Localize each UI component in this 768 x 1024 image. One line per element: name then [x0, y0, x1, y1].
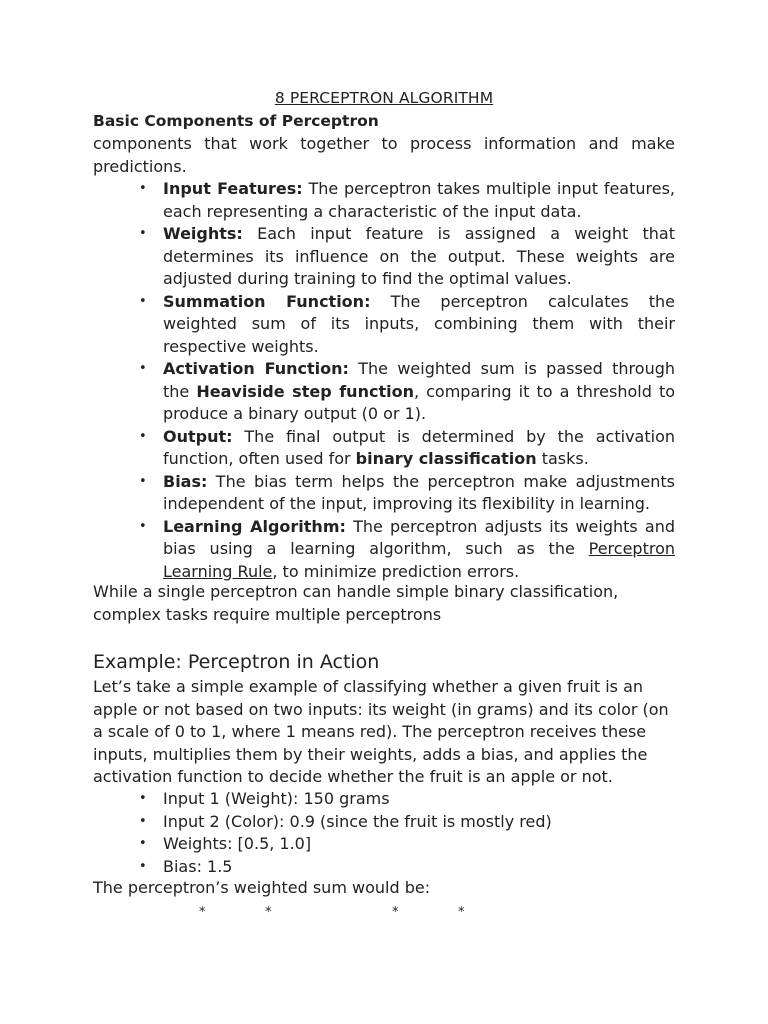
term-label: Activation Function: [163, 359, 349, 378]
perceptron-learning-rule-link[interactable]: Perceptron Learning Rule [163, 539, 675, 581]
list-item-summation-function [163, 291, 675, 359]
term-description: The perceptron adjusts its weights and bias using a learning algorithm, such as the [163, 516, 676, 558]
term-description-end: tasks. [536, 449, 589, 468]
multiply-symbol: * [458, 905, 465, 920]
term-description: The perceptron takes multiple input features, each representing a characteristic of the input data. [163, 179, 675, 221]
list-item-learning-algorithm [163, 516, 675, 584]
term-label: Weights: [163, 224, 243, 243]
term-description: The final output is determined by the activation function, often used for [163, 426, 675, 468]
example-inputs-list [163, 788, 663, 878]
inline-bold-term: binary classification [355, 449, 537, 468]
list-item-activation-function [163, 358, 675, 426]
term-description: The weighted sum is passed through the [163, 359, 676, 401]
weighted-sum-intro: The perceptron’s weighted sum would be: [93, 878, 431, 897]
term-description: Each input feature is assigned a weight that determines its influence on the output. These weights are adjusted during training to find the optimal values. [163, 224, 675, 288]
term-label: Learning Algorithm: [163, 516, 346, 536]
term-label: Output: [163, 426, 233, 446]
list-item-input-2: • Input 2 (Color): 0.9 (since the fruit is mostly red) [163, 811, 663, 834]
list-item-weights [163, 223, 675, 291]
multiply-symbol: * [265, 905, 272, 920]
term-description: The bias term helps the perceptron make adjustments independent of the input, improving its flexibility in learning. [163, 471, 675, 513]
term-label: Input Features: [163, 179, 303, 198]
list-item-output [163, 426, 675, 471]
formula-row [0, 902, 768, 922]
list-item-bias-value: • Bias: 1.5 [163, 856, 663, 879]
closing-paragraph: While a single perceptron can handle simple binary classification, complex tasks require multiple perceptrons [93, 582, 619, 624]
list-item-weights-value: • Weights: [0.5, 1.0] [163, 833, 663, 856]
list-item-input-features [163, 178, 675, 223]
page-title: 8 PERCEPTRON ALGORITHM [274, 89, 494, 107]
multiply-symbol: * [199, 905, 206, 920]
term-label: Bias: [163, 471, 208, 491]
inline-bold-term: Heaviside step function [196, 381, 414, 401]
term-description-end: , comparing it to a threshold to produce a binary output (0 or 1). [163, 381, 676, 423]
list-item-bias [163, 471, 675, 516]
components-list [163, 178, 675, 583]
example-paragraph: Let’s take a simple example of classifying whether a given fruit is an apple or not based on two inputs: its weight (in grams) and its color (on a scale of 0 to 1, where 1 means red). The perceptron receives these inputs, multiplies them by their weights, adds a bias, and applies the activation function to decide whether the fruit is an apple or not. [93, 677, 669, 786]
intro-paragraph: components that work together to process information and make predictions. [93, 134, 675, 176]
term-description-end: , to minimize prediction errors. [272, 561, 520, 581]
list-item-input-1: • Input 1 (Weight): 150 grams [163, 788, 663, 811]
section-subheading: Basic Components of Perceptron [93, 112, 379, 130]
multiply-symbol: * [392, 905, 399, 920]
term-description: The perceptron calculates the weighted sum of its inputs, combining them with their respective weights. [163, 291, 676, 356]
example-heading: Example: Perceptron in Action [93, 651, 380, 673]
term-label: Summation Function: [163, 291, 371, 311]
